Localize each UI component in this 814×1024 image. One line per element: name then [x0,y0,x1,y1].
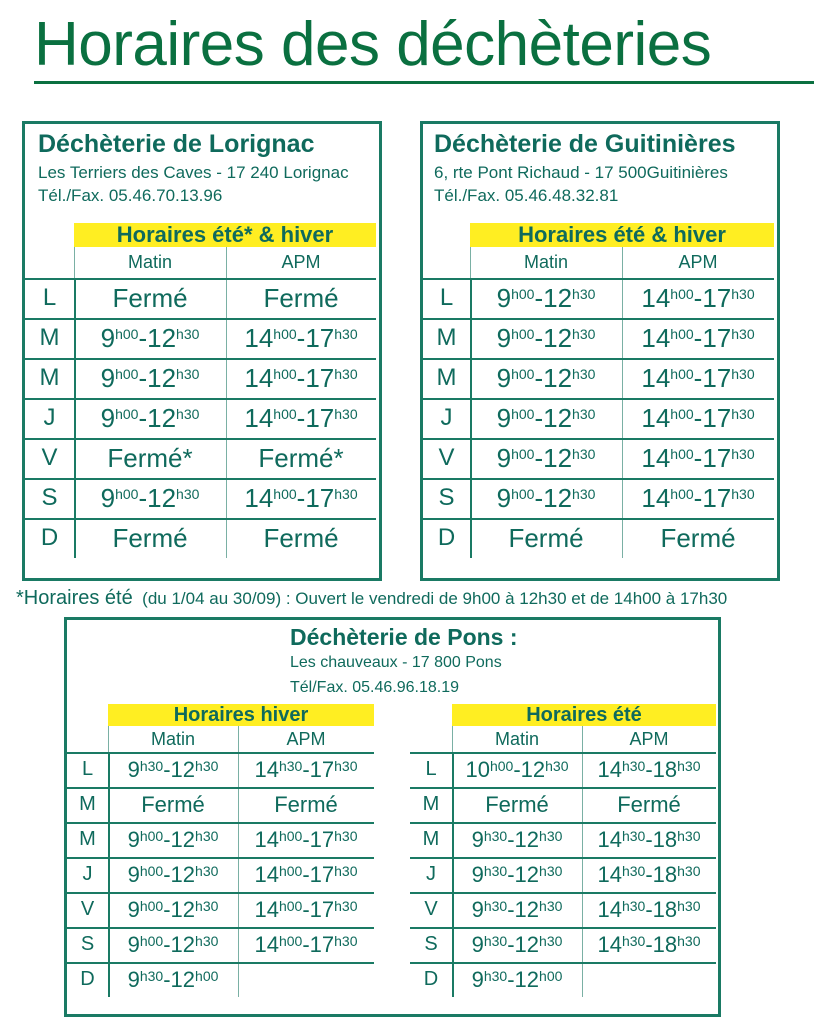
column-divider [452,726,453,752]
title-underline [34,81,814,84]
footnote-text: (du 1/04 au 30/09) : Ouvert le vendredi de 9h00 à 12h30 et de 14h00 à 17h30 [142,589,728,608]
day-label: S [438,484,455,511]
col-header-morning: Matin [494,729,539,749]
col-header-morning: Matin [523,252,568,272]
afternoon-hours: Fermé [274,791,338,817]
day-label: M [39,364,60,391]
col-header-afternoon: APM [678,252,718,272]
col-header-afternoon: APM [281,252,321,272]
day-label: M [79,828,96,850]
morning-hours: 9 $^{h00}$ - 12 $^{h30}$ [100,362,200,393]
morning-hours: 9 $^{h00}$ - 12 $^{h30}$ [496,322,596,353]
day-label: V [80,898,95,920]
morning-hours: 9 $^{h00}$ - 12 $^{h30}$ [100,402,200,433]
afternoon-hours: 14 $^{h00}$ - 17 $^{h30}$ [254,931,358,957]
column-divider [470,247,471,278]
day-label: M [422,828,440,850]
schedule-label: Horaires été & hiver [470,223,774,247]
guitinieres-name: Déchèterie de Guitinières [434,130,736,158]
morning-hours: 9 $^{h00}$ - 12 $^{h30}$ [100,482,200,513]
guitinieres-address: 6, rte Pont Richaud - 17 500Guitinières [434,163,728,182]
afternoon-hours: Fermé [617,791,681,817]
day-label: V [41,444,58,471]
morning-hours: 9 $^{h30}$ - 12 $^{h30}$ [127,756,219,782]
column-divider [238,726,239,752]
morning-hours: 9 $^{h30}$ - 12 $^{h30}$ [471,931,563,957]
afternoon-hours [238,962,374,997]
lorignac-phone: Tél./Fax. 05.46.70.13.96 [38,186,223,205]
afternoon-hours: 14 $^{h00}$ - 17 $^{h30}$ [244,402,358,433]
morning-hours: Fermé [112,282,188,313]
afternoon-hours: 14 $^{h00}$ - 17 $^{h30}$ [641,482,755,513]
morning-hours: 9 $^{h00}$ - 12 $^{h30}$ [496,442,596,473]
afternoon-hours: 14 $^{h00}$ - 17 $^{h30}$ [244,362,358,393]
column-divider [582,726,583,752]
day-label: D [40,524,59,551]
lorignac-address: Les Terriers des Caves - 17 240 Lorignac [38,163,349,182]
schedule-label: Horaires été* & hiver [74,223,376,247]
morning-hours: 9 $^{h00}$ - 12 $^{h30}$ [127,896,219,922]
morning-hours: 9 $^{h30}$ - 12 $^{h30}$ [471,861,563,887]
pons-phone: Tél/Fax. 05.46.96.18.19 [290,679,459,696]
summer-footnote [16,587,727,610]
day-label: J [43,404,56,431]
afternoon-hours: 14 $^{h00}$ - 17 $^{h30}$ [641,402,755,433]
day-label: S [41,484,58,511]
morning-hours: Fermé [141,791,205,817]
morning-hours: 9 $^{h00}$ - 12 $^{h30}$ [496,482,596,513]
column-divider [108,726,109,752]
morning-hours: Fermé [112,522,188,553]
afternoon-hours: Fermé [263,522,339,553]
afternoon-hours: 14 $^{h00}$ - 17 $^{h30}$ [244,482,358,513]
afternoon-hours: 14 $^{h30}$ - 18 $^{h30}$ [597,896,701,922]
lorignac-name: Déchèterie de Lorignac [38,130,315,158]
day-label: V [424,898,438,920]
afternoon-hours: Fermé [263,282,339,313]
afternoon-hours [582,962,716,997]
morning-hours: 9 $^{h30}$ - 12 $^{h30}$ [471,826,563,852]
afternoon-hours: 14 $^{h00}$ - 17 $^{h30}$ [641,442,755,473]
afternoon-hours: 14 $^{h00}$ - 17 $^{h30}$ [641,282,755,313]
page-title: Horaires des déchèteries [34,10,712,79]
day-label: V [438,444,455,471]
schedule-label: Horaires hiver [108,704,374,726]
morning-hours: 9 $^{h00}$ - 12 $^{h30}$ [496,362,596,393]
day-label: J [440,404,453,431]
day-label: S [80,933,95,955]
morning-hours: 9 $^{h00}$ - 12 $^{h30}$ [127,826,219,852]
afternoon-hours: 14 $^{h30}$ - 18 $^{h30}$ [597,861,701,887]
morning-hours: 9 $^{h30}$ - 12 $^{h00}$ [127,966,219,992]
column-divider [622,247,623,278]
day-label: M [39,324,60,351]
day-label: D [423,968,439,990]
day-label: L [81,758,94,780]
day-label: D [80,968,95,990]
afternoon-hours: 14 $^{h30}$ - 17 $^{h30}$ [254,756,358,782]
afternoon-hours: 14 $^{h00}$ - 17 $^{h30}$ [254,826,358,852]
afternoon-hours: 14 $^{h30}$ - 18 $^{h30}$ [597,756,701,782]
afternoon-hours: 14 $^{h00}$ - 17 $^{h30}$ [641,362,755,393]
column-divider [226,247,227,278]
afternoon-hours: 14 $^{h00}$ - 17 $^{h30}$ [641,322,755,353]
day-label: J [426,863,436,885]
afternoon-hours: 14 $^{h00}$ - 17 $^{h30}$ [254,896,358,922]
morning-hours: 9 $^{h00}$ - 12 $^{h30}$ [496,402,596,433]
pons-name: Déchèterie de Pons : [290,624,518,650]
morning-hours: Fermé [508,522,584,553]
morning-hours: Fermé [485,791,549,817]
morning-hours: Fermé* [107,442,193,473]
col-header-afternoon: APM [286,729,326,749]
afternoon-hours: 14 $^{h00}$ - 17 $^{h30}$ [244,322,358,353]
morning-hours: 10 $^{h00}$ - 12 $^{h30}$ [465,756,569,782]
pons-address: Les chauveaux - 17 800 Pons [290,654,502,671]
day-label: M [422,793,440,815]
day-label: L [42,284,57,311]
afternoon-hours: Fermé* [258,442,344,473]
day-label: M [436,324,457,351]
column-divider [74,247,75,278]
guitinieres-phone: Tél./Fax. 05.46.48.32.81 [434,186,619,205]
day-label: L [439,284,454,311]
morning-hours: 9 $^{h00}$ - 12 $^{h30}$ [496,282,596,313]
day-label: L [425,758,437,780]
day-label: S [424,933,438,955]
col-header-morning: Matin [127,252,172,272]
morning-hours: 9 $^{h30}$ - 12 $^{h30}$ [471,896,563,922]
col-header-morning: Matin [150,729,195,749]
footnote-prefix: *Horaires été [16,587,133,609]
day-label: M [79,793,96,815]
morning-hours: 9 $^{h00}$ - 12 $^{h30}$ [127,931,219,957]
afternoon-hours: 14 $^{h30}$ - 18 $^{h30}$ [597,931,701,957]
afternoon-hours: Fermé [660,522,736,553]
afternoon-hours: 14 $^{h00}$ - 17 $^{h30}$ [254,861,358,887]
day-label: M [436,364,457,391]
morning-hours: 9 $^{h00}$ - 12 $^{h30}$ [127,861,219,887]
morning-hours: 9 $^{h30}$ - 12 $^{h00}$ [471,966,563,992]
day-label: J [82,863,93,885]
col-header-afternoon: APM [629,729,669,749]
morning-hours: 9 $^{h00}$ - 12 $^{h30}$ [100,322,200,353]
day-label: D [437,524,456,551]
schedule-label: Horaires été [452,704,716,726]
afternoon-hours: 14 $^{h30}$ - 18 $^{h30}$ [597,826,701,852]
